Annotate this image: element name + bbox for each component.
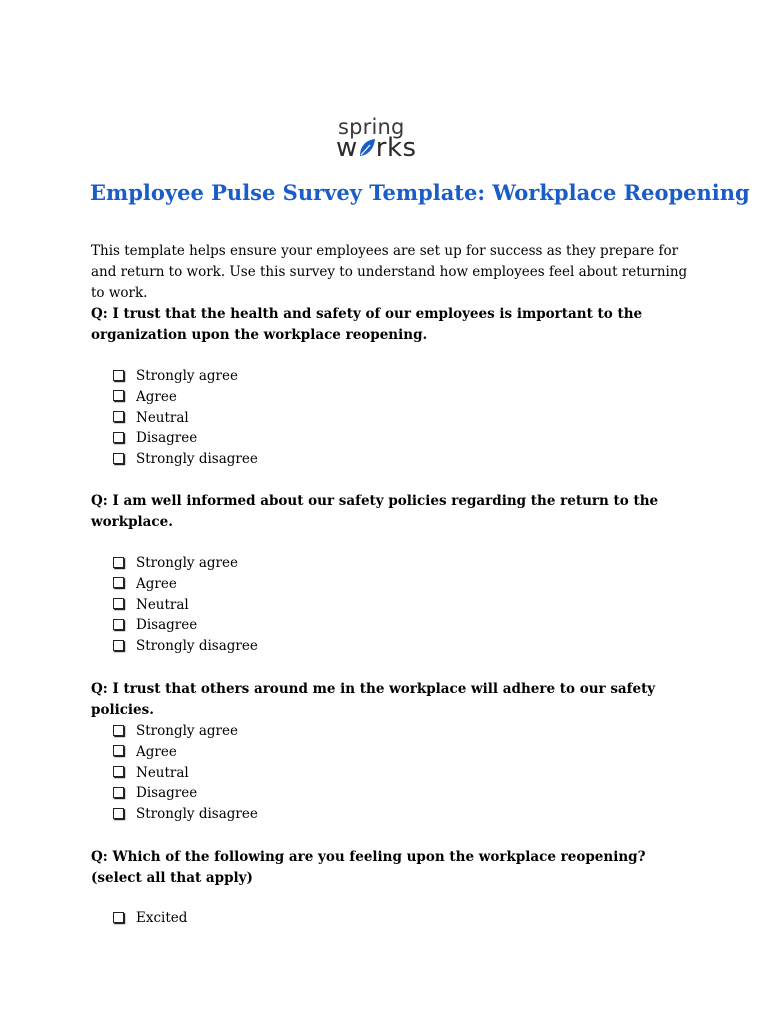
option-label: Disagree bbox=[136, 430, 198, 447]
leaf-icon bbox=[358, 138, 376, 158]
checkbox[interactable] bbox=[113, 598, 124, 609]
option-label: Agree bbox=[136, 743, 177, 760]
checkbox[interactable] bbox=[113, 390, 124, 401]
option-item[interactable] bbox=[112, 636, 258, 657]
option-label: Neutral bbox=[136, 764, 189, 781]
option-item[interactable] bbox=[112, 428, 258, 449]
option-label: Neutral bbox=[136, 409, 189, 426]
option-item[interactable] bbox=[112, 783, 258, 804]
checkbox[interactable] bbox=[113, 453, 124, 464]
logo-text-line1: spring bbox=[338, 115, 405, 139]
option-item[interactable] bbox=[112, 449, 258, 470]
question-3: Q: I trust that others around me in the workplace will adhere to our safety policies. bbox=[91, 681, 656, 718]
logo-text-w: w bbox=[336, 133, 358, 163]
option-label: Strongly agree bbox=[136, 368, 238, 384]
question-4: Q: Which of the following are you feeling upon the workplace reopening? (select all that apply) bbox=[91, 849, 646, 886]
question-3-options bbox=[112, 721, 258, 825]
option-label: Strongly disagree bbox=[136, 451, 258, 468]
checkbox[interactable] bbox=[113, 411, 124, 422]
question-1: Q: I trust that the health and safety of our employees is important to the organization upon the workplace reopening. bbox=[91, 306, 643, 343]
option-item[interactable] bbox=[112, 408, 258, 429]
checkbox[interactable] bbox=[113, 619, 124, 630]
option-label: Excited bbox=[136, 910, 188, 926]
checkbox[interactable] bbox=[113, 912, 124, 923]
option-item[interactable] bbox=[112, 387, 258, 408]
option-label: Agree bbox=[136, 575, 177, 592]
option-item[interactable] bbox=[112, 908, 187, 929]
question-4-options bbox=[112, 908, 187, 929]
springworks-logo bbox=[336, 115, 436, 163]
checkbox[interactable] bbox=[113, 370, 124, 381]
option-item[interactable] bbox=[112, 366, 258, 387]
option-label: Strongly disagree bbox=[136, 806, 258, 823]
option-item[interactable] bbox=[112, 804, 258, 825]
option-item[interactable] bbox=[112, 721, 258, 742]
option-label: Neutral bbox=[136, 596, 189, 613]
checkbox[interactable] bbox=[113, 766, 124, 777]
logo-text-line2 bbox=[336, 135, 417, 161]
option-label: Strongly disagree bbox=[136, 638, 258, 655]
option-item[interactable] bbox=[112, 615, 258, 636]
checkbox[interactable] bbox=[113, 640, 124, 651]
intro-paragraph: This template helps ensure your employees are set up for success as they prepare for and return to work. Use this survey to understand how employees feel about returning to work. bbox=[91, 243, 688, 301]
logo-text-rks: rks bbox=[375, 133, 417, 163]
question-1-options bbox=[112, 366, 258, 470]
option-item[interactable] bbox=[112, 763, 258, 784]
option-item[interactable] bbox=[112, 595, 258, 616]
checkbox[interactable] bbox=[113, 432, 124, 443]
checkbox[interactable] bbox=[113, 577, 124, 588]
option-item[interactable] bbox=[112, 574, 258, 595]
option-label: Agree bbox=[136, 388, 177, 405]
question-2: Q: I am well informed about our safety policies regarding the return to the workplace. bbox=[91, 493, 659, 530]
question-2-options bbox=[112, 553, 258, 657]
checkbox[interactable] bbox=[113, 557, 124, 568]
option-label: Disagree bbox=[136, 617, 198, 634]
option-label: Strongly agree bbox=[136, 723, 238, 739]
option-label: Strongly agree bbox=[136, 555, 238, 571]
checkbox[interactable] bbox=[113, 787, 124, 798]
option-item[interactable] bbox=[112, 553, 258, 574]
option-item[interactable] bbox=[112, 742, 258, 763]
option-label: Disagree bbox=[136, 785, 198, 802]
checkbox[interactable] bbox=[113, 725, 124, 736]
checkbox[interactable] bbox=[113, 745, 124, 756]
checkbox[interactable] bbox=[113, 808, 124, 819]
page-title: Employee Pulse Survey Template: Workplace Reopening bbox=[90, 180, 750, 205]
